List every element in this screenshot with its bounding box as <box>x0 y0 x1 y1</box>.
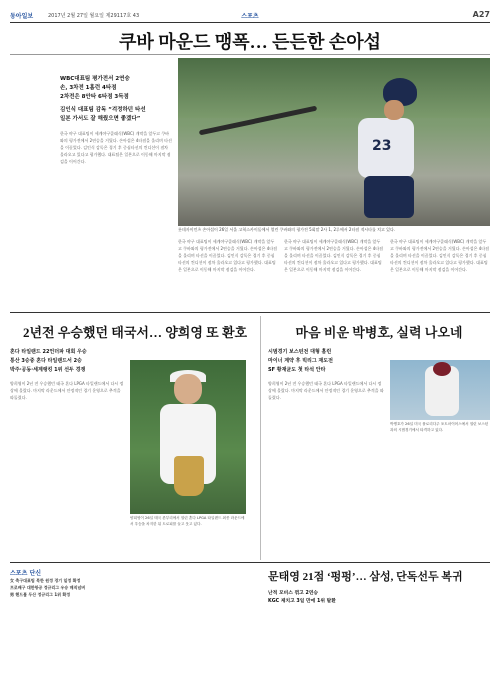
story1-subheads <box>60 75 170 124</box>
subhead: 일본 가서도 잘 해줬으면 좋겠다” <box>60 116 141 122</box>
brief-item: 女 축구대표팀 북한 원정 경기 일정 확정 <box>10 578 81 583</box>
story4-subheads <box>268 590 418 606</box>
story1-body-col: 한국 야구 대표팀이 세계야구클래식(WBC) 개막을 앞두고 쿠바와의 평가전에서 2연승을 거뒀다. 손아섭은 4타점을 올리며 타선을 이끌었다. 김인식 감독은 경기 후 중심타선의 컨디션이 점차 올라오고 있다고 평가했다. 대표팀은 일본으로 이동해 마지막 점검을 이어간다. <box>178 239 277 272</box>
subhead: WBC대표팀 평가전서 2연승 <box>60 76 130 82</box>
story2-subheads <box>10 348 126 375</box>
story3-headline: 마음 비운 박병호, 실력 나오네 <box>295 325 463 340</box>
divider <box>10 54 490 55</box>
divider <box>10 312 490 313</box>
trophy-shape <box>174 456 204 496</box>
subhead: 2차전은 8안타 6타점 3득점 <box>60 94 129 100</box>
brief-item: 男 핸드볼 두산 정규리그 1위 확정 <box>10 592 71 597</box>
issue-date: 2017년 2월 27일 월요일 제29117호 43 <box>48 13 140 19</box>
page-number: A27 <box>472 10 490 19</box>
story3-subheads <box>268 348 384 375</box>
subhead: 마이너 계약 후 빅리그 재도전 <box>268 358 333 364</box>
subhead: 난적 모비스 꺾고 2연승 <box>268 591 319 596</box>
story3-body: 양희영이 2년 전 우승했던 태국 혼다 LPGA 타일랜드에서 다시 정상에 올랐다. 마지막 라운드에서 안정적인 경기 운영으로 추격을 따돌렸다. <box>268 381 384 400</box>
story2-headline: 2년전 우승했던 태국서… 양희영 또 환호 <box>22 325 248 340</box>
story4-headline: 문태영 21점 ‘펑펑’… 삼성, 단독선두 복귀 <box>268 571 463 583</box>
story2-body: 양희영이 2년 전 우승했던 태국 혼다 LPGA 타일랜드에서 다시 정상에 올랐다. 마지막 라운드에서 안정적인 경기 운영으로 추격을 따돌렸다. <box>10 381 124 400</box>
subhead: 박주·공동·세계랭킹 1위 선두 경쟁 <box>10 367 86 373</box>
subhead: 혼다 타일랜드 22언더파 대회 우승 <box>10 349 87 355</box>
divider <box>10 562 490 563</box>
subhead: 김인식 대표팀 감독 “걱정하던 타선 <box>60 107 146 113</box>
story1-photo-caption: 롯데자이언츠 손아섭이 26일 서울 고척스카이돔에서 열린 쿠바와의 평가전 5회말 2사 1, 2루에서 2타점 적시타를 치고 있다. <box>178 227 396 232</box>
subhead: KGC 제치고 3일 만에 1위 탈환 <box>268 599 336 604</box>
story3-photo <box>390 360 490 420</box>
subhead: 시범경기 보스턴전 대형 홈런 <box>268 349 332 355</box>
story3-photo-caption: 박병호가 26일 미국 플로리다주 포트마이어스에서 열린 보스턴과의 시범경기에서 타격하고 있다. <box>390 422 489 432</box>
column-divider <box>260 316 261 560</box>
story1-headline: 쿠바 마운드 맹폭… 든든한 손아섭 <box>118 32 382 52</box>
story2-photo <box>130 360 246 514</box>
batter-figure: 23 <box>328 78 418 218</box>
brief-item: 프로배구 대한항공 정규리그 우승 매직넘버 <box>10 585 86 590</box>
sports-briefs <box>10 568 250 598</box>
briefs-title: 스포츠 단신 <box>10 570 42 577</box>
masthead <box>10 10 490 23</box>
story1-photo <box>178 58 490 226</box>
story2-photo-caption: 양희영이 26일 태국 촌부리에서 열린 혼다 LPGA 타일랜드 최종 라운드에서 우승을 차지한 뒤 트로피를 들고 웃고 있다. <box>130 516 245 526</box>
subhead: SF 황재균도 첫 타석 안타 <box>268 367 326 373</box>
section-title: 스포츠 <box>241 13 259 20</box>
story1-body-col: 한국 야구 대표팀이 세계야구클래식(WBC) 개막을 앞두고 쿠바와의 평가전에서 2연승을 거뒀다. 손아섭은 4타점을 올리며 타선을 이끌었다. 김인식 감독은 경기 후 중심타선의 컨디션이 점차 올라오고 있다고 평가했다. 대표팀은 일본으로 이동해 마지막 점검을 이어간다. <box>390 239 489 272</box>
subhead: 통산 3승중 혼다 타일랜드서 2승 <box>10 358 82 364</box>
subhead: 손, 3차전 1홈런 4타점 <box>60 85 117 91</box>
newspaper-logo: 동아일보 <box>10 13 34 20</box>
story1-body-col: 한국 야구 대표팀이 세계야구클래식(WBC) 개막을 앞두고 쿠바와의 평가전에서 2연승을 거뒀다. 손아섭은 4타점을 올리며 타선을 이끌었다. 김인식 감독은 경기 후 중심타선의 컨디션이 점차 올라오고 있다고 평가했다. 대표팀은 일본으로 이동해 마지막 점검을 이어간다. <box>284 239 383 272</box>
story1-body: 한국 야구 대표팀이 세계야구클래식(WBC) 개막을 앞두고 쿠바와의 평가전에서 2연승을 거뒀다. 손아섭은 4타점을 올리며 타선을 이끌었다. 김인식 감독은 경기 후 중심타선의 컨디션이 점차 올라오고 있다고 평가했다. 대표팀은 일본으로 이동해 마지막 점검을 이어간다. <box>60 131 172 164</box>
